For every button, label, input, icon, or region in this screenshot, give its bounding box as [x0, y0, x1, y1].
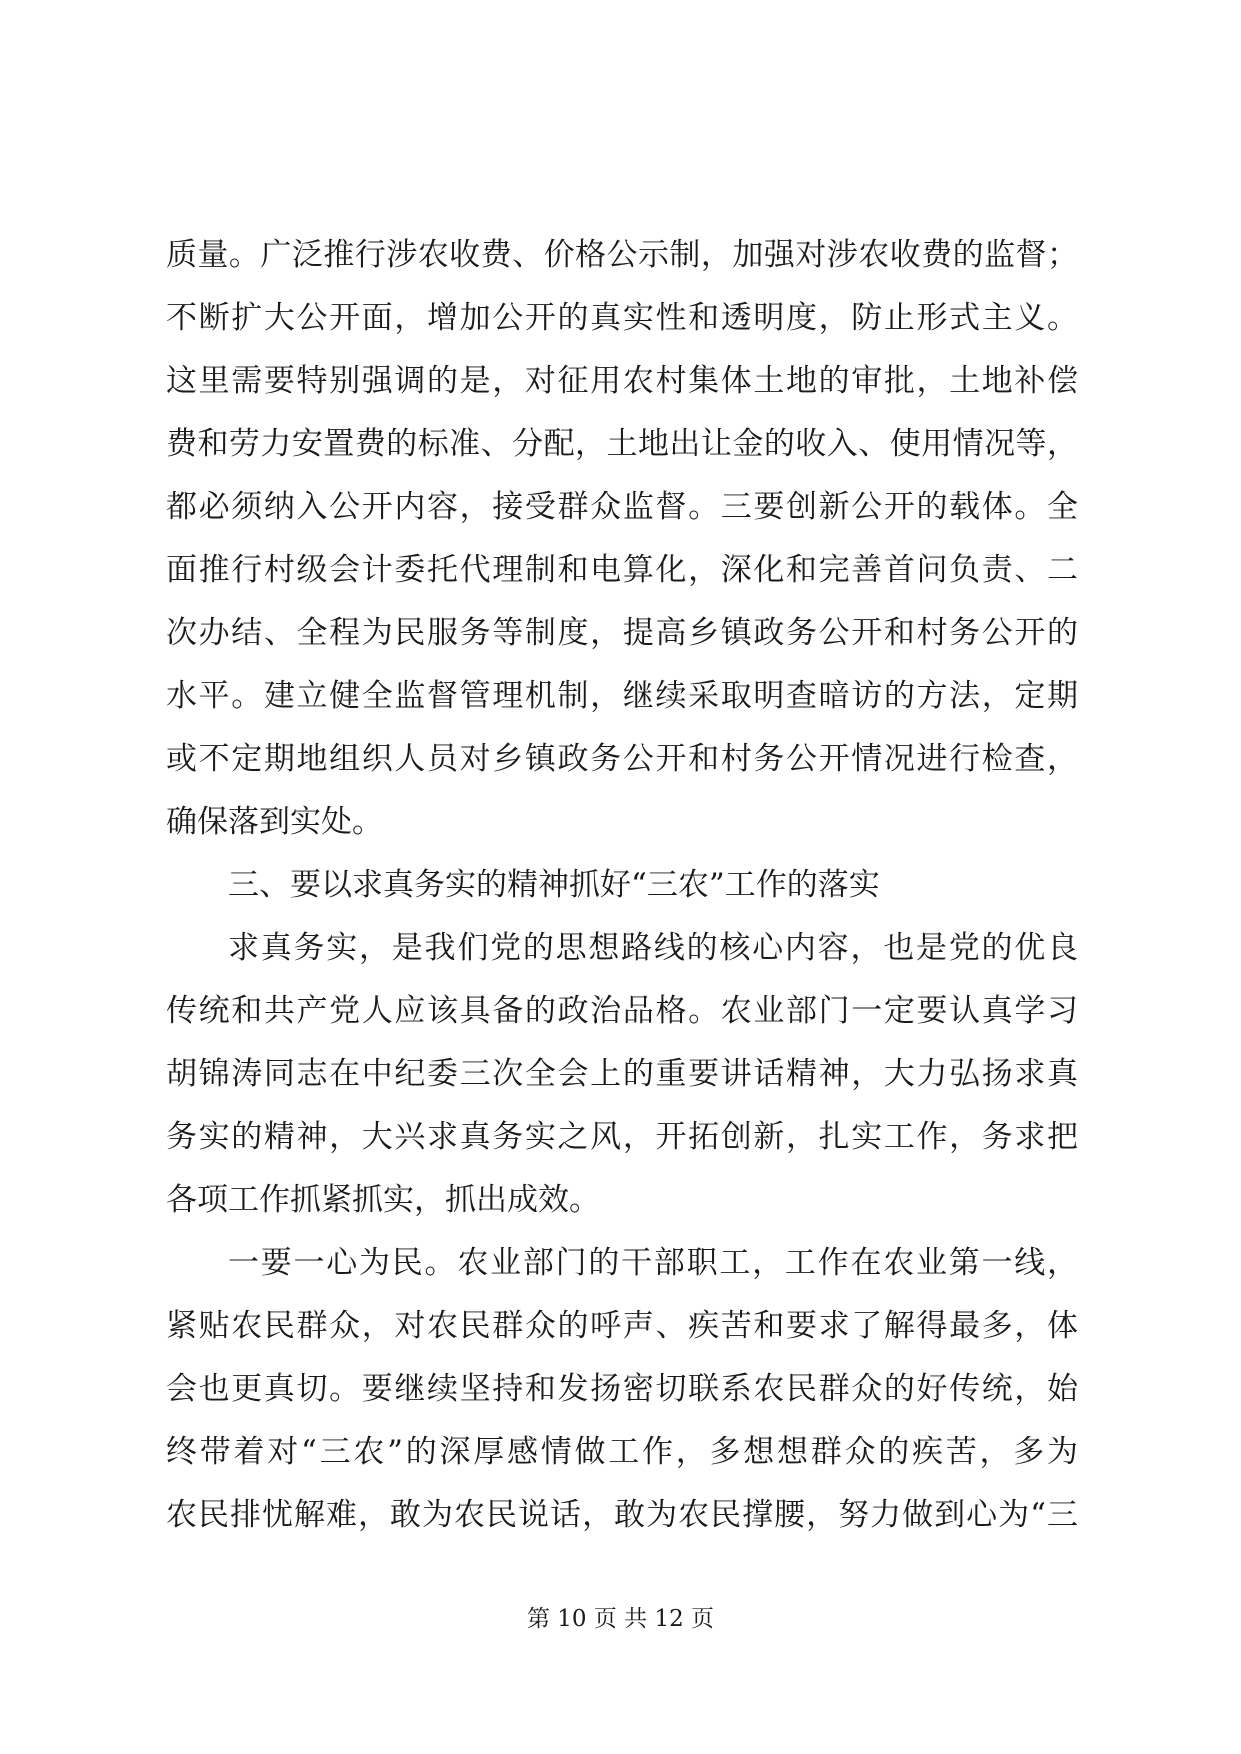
text-line: 传统和共产党人应该具备的政治品格。农业部门一定要认真学习: [166, 993, 1078, 1029]
text-line: 水平。建立健全监督管理机制，继续采取明查暗访的方法，定期: [166, 678, 1078, 714]
page-footer: [0, 1604, 1241, 1634]
text-line: 费和劳力安置费的标准、分配，土地出让金的收入、使用情况等，: [166, 426, 1078, 462]
text-line: 面推行村级会计委托代理制和电算化，深化和完善首问负责、二: [166, 552, 1078, 588]
text-line: 或不定期地组织人员对乡镇政务公开和村务公开情况进行检查，: [166, 741, 1078, 777]
page-number-label: 第 10 页 共 12 页: [526, 1606, 715, 1632]
text-line: 终带着对“三农”的深厚感情做工作，多想想群众的疾苦，多为: [166, 1434, 1078, 1470]
body-text: [166, 224, 1078, 1547]
text-line: 次办结、全程为民服务等制度，提高乡镇政务公开和村务公开的: [166, 615, 1078, 651]
text-line: 都必须纳入公开内容，接受群众监督。三要创新公开的载体。全: [166, 489, 1078, 525]
text-line: 这里需要特别强调的是，对征用农村集体土地的审批，土地补偿: [166, 363, 1078, 399]
text-line: 不断扩大公开面，增加公开的真实性和透明度，防止形式主义。: [166, 300, 1078, 336]
text-line: 务实的精神，大兴求真务实之风，开拓创新，扎实工作，务求把: [166, 1119, 1078, 1155]
text-line: 求真务实，是我们党的思想路线的核心内容，也是党的优良: [228, 930, 1078, 966]
text-line: 会也更真切。要继续坚持和发扬密切联系农民群众的好传统，始: [166, 1371, 1078, 1407]
text-line: 确保落到实处。: [166, 804, 383, 840]
text-line: 紧贴农民群众，对农民群众的呼声、疾苦和要求了解得最多，体: [166, 1308, 1078, 1344]
text-line: 一要一心为民。农业部门的干部职工，工作在农业第一线，: [228, 1245, 1078, 1281]
section-heading: 三、要以求真务实的精神抓好“三农”工作的落实: [228, 867, 880, 903]
text-line: 各项工作抓紧抓实，抓出成效。: [166, 1182, 600, 1218]
text-line: 质量。广泛推行涉农收费、价格公示制，加强对涉农收费的监督；: [166, 237, 1078, 273]
text-line: 胡锦涛同志在中纪委三次全会上的重要讲话精神，大力弘扬求真: [166, 1056, 1078, 1092]
text-line: 农民排忧解难，敢为农民说话，敢为农民撑腰，努力做到心为“三: [166, 1497, 1078, 1533]
